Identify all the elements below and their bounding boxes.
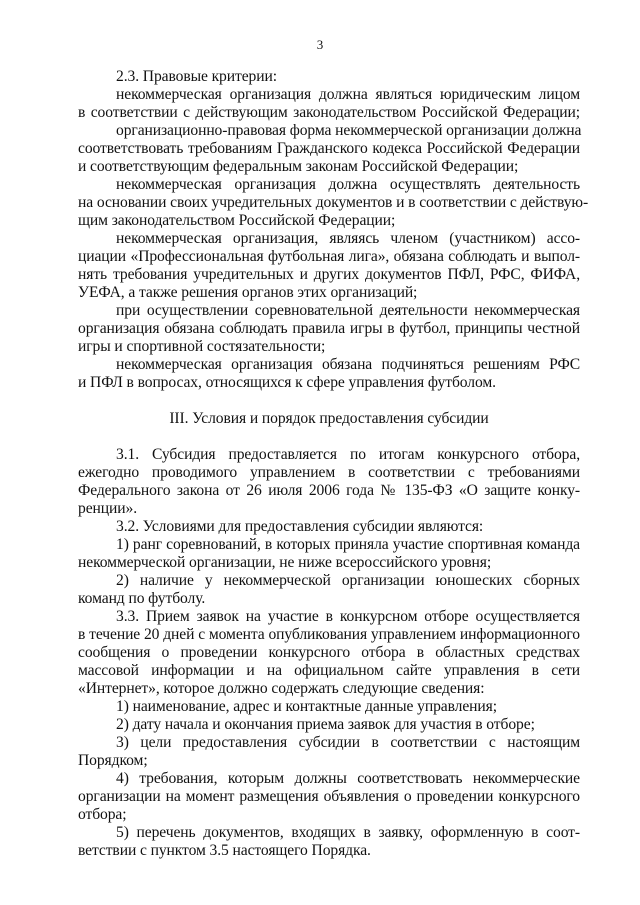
text-line: команд по футболу. xyxy=(78,590,206,607)
text-line: массовой информации и на официальном сайте управления в сети xyxy=(78,662,580,679)
text-line: 2) наличие у некоммерческой организации юношеских сборных xyxy=(116,572,580,589)
text-line: 2.3. Правовые критерии: xyxy=(116,68,277,85)
text-line: «Интернет», которое должно содержать следующие сведения: xyxy=(78,680,485,697)
text-line: при осуществлении соревновательной деятельности некоммерческая xyxy=(116,302,580,319)
text-line: 2) дату начала и окончания приема заявок для участия в отборе; xyxy=(116,716,535,733)
text-line: организационно-правовая форма некоммерческой организации должна xyxy=(116,122,582,139)
text-line: некоммерческая организация должна являться юридическим лицом xyxy=(116,86,580,103)
text-line: Федерального закона от 26 июля 2006 года № 135-ФЗ «О защите конку- xyxy=(78,482,580,499)
text-line: и ПФЛ в вопросах, относящихся к сфере управления футболом. xyxy=(78,374,496,391)
text-line: УЕФА, а также решения органов этих организаций; xyxy=(78,284,418,301)
text-line: 5) перечень документов, входящих в заявку, оформленную в соот- xyxy=(116,824,580,841)
text-line: организация обязана соблюдать правила игры в футбол, принципы честной xyxy=(78,320,580,337)
text-line: ренции». xyxy=(78,500,137,517)
text-line: Порядком; xyxy=(78,752,148,769)
text-line: некоммерческая организация обязана подчиняться решениям РФС xyxy=(116,356,580,373)
text-line: в соответствии с действующим законодательством Российской Федерации; xyxy=(78,104,580,121)
text-line: 3.3. Прием заявок на участие в конкурсном отборе осуществляется xyxy=(116,608,580,625)
text-line: организации на момент размещения объявления о проведении конкурсного xyxy=(78,788,580,805)
text-line: 4) требования, которым должны соответствовать некоммерческие xyxy=(116,770,580,787)
text-line: нять требования учредительных и других документов ПФЛ, РФС, ФИФА, xyxy=(78,266,580,283)
text-line: некоммерческой организации, не ниже всероссийского уровня; xyxy=(78,554,492,571)
text-line: и соответствующим федеральным законам Российской Федерации; xyxy=(78,158,519,175)
text-line: щим законодательством Российской Федерации; xyxy=(78,212,396,229)
text-line: циации «Профессиональная футбольная лига», обязана соблюдать и выпол- xyxy=(78,248,580,265)
section-heading: III. Условия и порядок предоставления субсидии xyxy=(169,410,489,427)
text-line: на основании своих учредительных документов и в соответствии с действую- xyxy=(78,194,589,211)
text-line: 3) цели предоставления субсидии в соответствии с настоящим xyxy=(116,734,580,751)
page-number: 3 xyxy=(316,37,324,52)
text-line: соответствовать требованиям Гражданского кодекса Российской Федерации xyxy=(78,140,580,157)
text-line: в течение 20 дней с момента опубликования управлением информационного xyxy=(78,626,580,643)
text-line: некоммерческая организация, являясь членом (участником) ассо- xyxy=(116,230,580,247)
text-line: ежегодно проводимого управлением в соответствии с требованиями xyxy=(78,464,580,481)
text-line: 3.2. Условиями для предоставления субсидии являются: xyxy=(116,518,484,535)
text-line: отбора; xyxy=(78,806,127,823)
text-line: 1) ранг соревнований, в которых приняла участие спортивная команда xyxy=(116,536,580,553)
text-line: сообщения о проведении конкурсного отбора в областных средствах xyxy=(78,644,580,661)
text-line: некоммерческая организация должна осуществлять деятельность xyxy=(116,176,580,193)
text-line: 3.1. Субсидия предоставляется по итогам конкурсного отбора, xyxy=(116,446,580,463)
text-line: игры и спортивной состязательности; xyxy=(78,338,326,355)
text-line: 1) наименование, адрес и контактные данные управления; xyxy=(116,698,497,715)
text-line: ветствии с пунктом 3.5 настоящего Порядка. xyxy=(78,842,371,859)
